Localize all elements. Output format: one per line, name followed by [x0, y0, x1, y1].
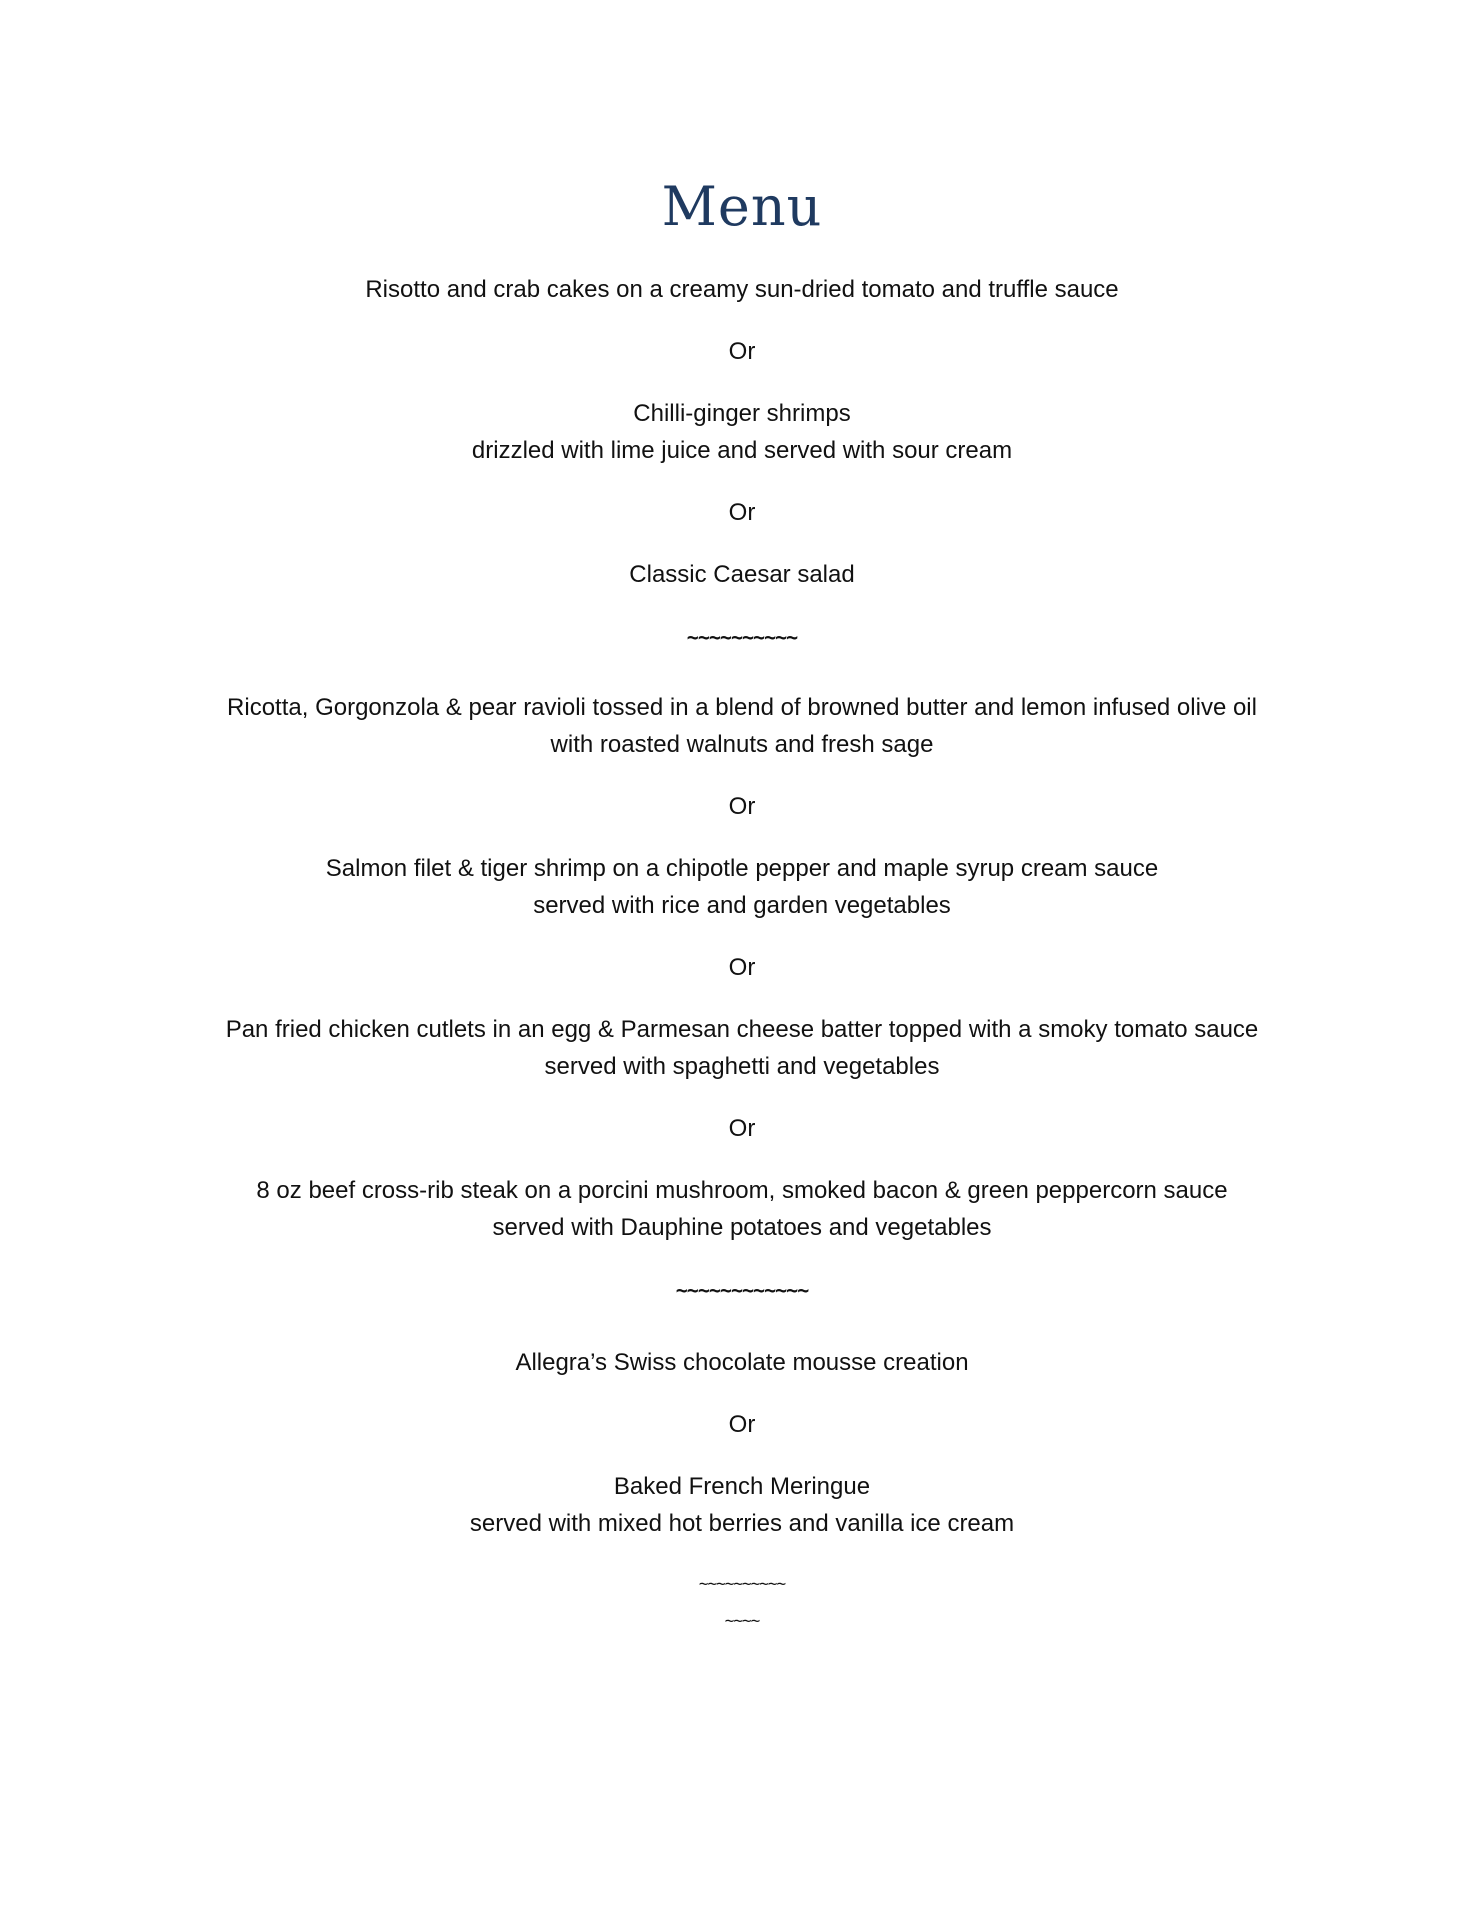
main-item-4-description: served with Dauphine potatoes and vegetables: [492, 1214, 992, 1241]
or-divider: Or: [728, 1411, 756, 1438]
or-divider: Or: [728, 1115, 756, 1142]
starter-item-1: Risotto and crab cakes on a creamy sun-dried tomato and truffle sauce: [365, 276, 1119, 303]
dessert-item-1: Allegra’s Swiss chocolate mousse creation: [515, 1349, 969, 1376]
dessert-item-2-description: served with mixed hot berries and vanilla ice cream: [469, 1510, 1015, 1537]
or-divider: Or: [728, 499, 756, 526]
closing-separator-line-2: ~~~~: [724, 1611, 760, 1630]
or-divider: Or: [728, 338, 756, 365]
dessert-item-2-name: Baked French Meringue: [613, 1473, 871, 1500]
or-divider: Or: [728, 954, 756, 981]
main-item-1-description: with roasted walnuts and fresh sage: [550, 731, 934, 758]
or-divider: Or: [728, 793, 756, 820]
menu-title: Menu: [661, 175, 823, 238]
course-separator-2: ~~~~~~~~~~~~: [675, 1278, 809, 1302]
starter-item-2-description: drizzled with lime juice and served with sour cream: [471, 437, 1013, 464]
main-item-2-name: Salmon filet & tiger shrimp on a chipotle pepper and maple syrup cream sauce: [325, 855, 1159, 882]
closing-separator-line-1: ~~~~~~~~~~: [698, 1574, 786, 1593]
main-item-1-name: Ricotta, Gorgonzola & pear ravioli tossed in a blend of browned butter and lemon infused olive oil: [227, 694, 1257, 721]
starter-item-2-name: Chilli-ginger shrimps: [633, 400, 851, 427]
main-item-4-name: 8 oz beef cross-rib steak on a porcini mushroom, smoked bacon & green peppercorn sauce: [256, 1177, 1228, 1204]
starter-item-3: Classic Caesar salad: [629, 561, 855, 588]
main-item-3-name: Pan fried chicken cutlets in an egg & Parmesan cheese batter topped with a smoky tomato sauce: [225, 1016, 1259, 1043]
main-item-2-description: served with rice and garden vegetables: [533, 892, 951, 919]
main-item-3-description: served with spaghetti and vegetables: [544, 1053, 940, 1080]
course-separator-1: ~~~~~~~~~~: [686, 625, 798, 649]
